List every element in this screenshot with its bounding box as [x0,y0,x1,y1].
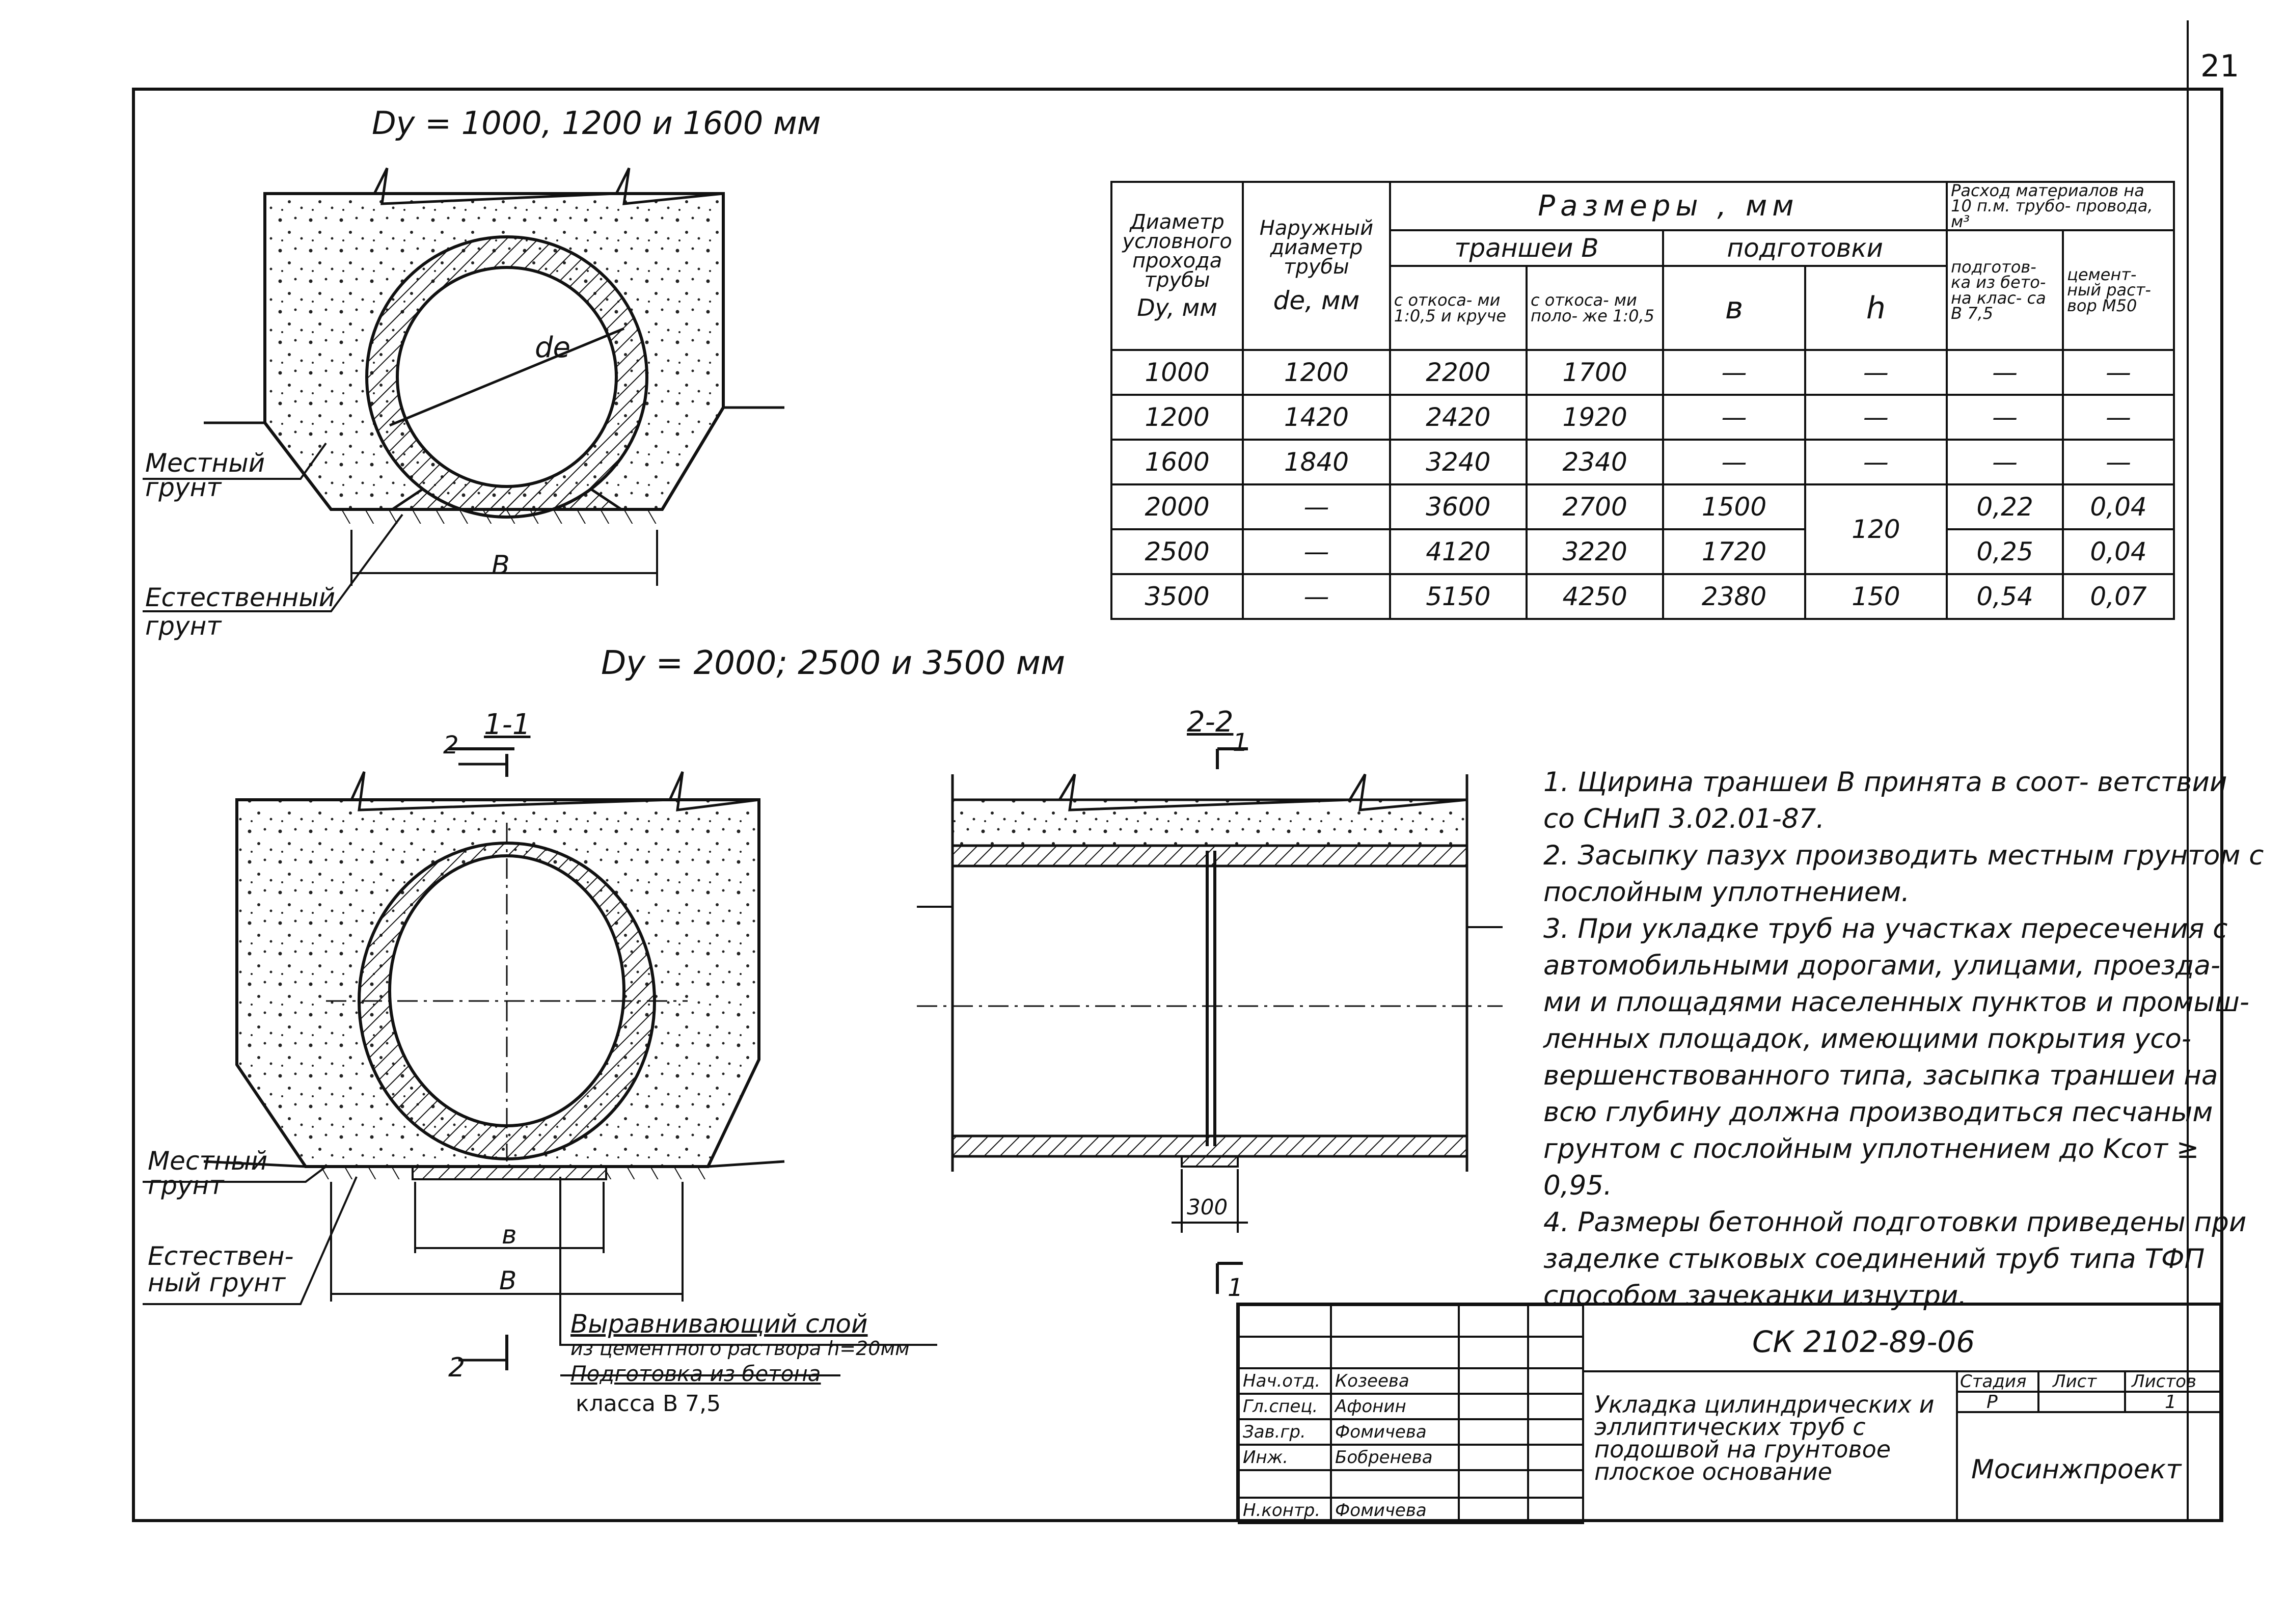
dimensions-table [1110,181,2175,620]
note-item: 4. Размеры бетонной подготовки приведены при заделке стыковых соединений труб типа ТФП способом зачеканки изнутри. [1543,1207,2247,1311]
label-concrete-prep: Подготовка из бетона [570,1361,821,1386]
th-b: в [1663,266,1805,350]
table-row: 1200 1420 2420 1920 — — — — [1111,395,2174,440]
top-cross-section [143,168,784,611]
label-B-top: B [492,550,510,581]
note-item: 3. При укладке труб на участках пересечения с автомобильными дорогами, улицами, проезда- ми и площадями населенных пунктов и промыш- ленных площадок, имеющими покрытия усо- вершенствованного типа, засыпка траншеи на всю глубину должна производиться песчаным грунтом с послойным уплотнением до Kсот ≥ 0,95. [1543,913,2249,1201]
label-section-1-1: 1-1 [484,708,531,741]
label-cut-2-top: 2 [443,731,459,760]
table-row: 2500 — 4120 3220 1720 0,25 0,04 [1111,529,2174,574]
stamp-signatures [1238,1304,1584,1524]
label-B-bottom: B [499,1266,517,1295]
stamp-org: Мосинжпроект [1971,1454,2182,1485]
label-section-2-2: 2-2 [1187,706,1234,739]
stamp-row: Гл.спец. Афонин [1239,1394,1583,1419]
th-materials: Расход материалов на 10 п.м. трубо- провода, м³ [1947,182,2174,230]
th-mortar: цемент- ный раст- вор М50 [2063,230,2174,350]
label-leveling-layer-sub: из цементного раствора h=20мм [570,1337,910,1360]
note-item: 2. Засыпку пазух производить местным грунтом с послойным уплотнением. [1543,840,2264,908]
note-item: 1. Щирина траншеи В принята в соот- ветствии со СНиП 3.02.01-87. [1543,767,2227,834]
table-row: 2000 — 3600 2700 1500 120 0,22 0,04 [1111,484,2174,529]
stamp-sheets-label: Листов [2132,1371,2197,1392]
notes-block [1543,764,2267,1314]
label-cut-1-top: 1 [1233,728,1248,757]
label-b-bottom: в [502,1220,517,1250]
stamp-row: Инж. Бобренева [1239,1445,1583,1470]
th-concrete: подготов- ка из бето- на клас- са В 7,5 [1947,230,2063,350]
label-dim-300: 300 [1187,1195,1228,1220]
table-row: 3500 — 5150 4250 2380 150 0,54 0,07 [1111,574,2174,619]
stamp-row: Нач.отд. Козеева [1239,1368,1583,1394]
label-local-soil-bottom: Местный грунт [148,1146,268,1200]
title-top: Dy = 1000, 1200 и 1600 мм [372,104,821,142]
table-row: 1600 1840 3240 2340 — — — — [1111,440,2174,484]
th-trench: траншеи В [1390,230,1664,266]
label-leveling-layer: Выравнивающий слой [570,1309,868,1339]
label-concrete-class: класса В 7,5 [576,1391,721,1417]
stamp-row: Зав.гр. Фомичева [1239,1419,1583,1445]
th-diam: Диаметр условного прохода трубы Dy, мм [1111,182,1243,350]
title-bottom: Dy = 2000; 2500 и 3500 мм [601,644,1066,682]
stamp-stage-label: Стадия [1960,1371,2027,1392]
stamp-sheets: 1 [2165,1392,2176,1413]
stamp-stage: Р [1986,1392,1998,1413]
stamp-title: Укладка цилиндрических и эллиптических труб с подошвой на грунтовое плоское основание [1594,1391,1935,1485]
stamp-code: СК 2102-89-06 [1752,1324,1975,1359]
label-cut-1-bottom: 1 [1228,1274,1243,1302]
stamp-sheet-label: Лист [2053,1371,2097,1392]
table-row: 1000 1200 2200 1700 — — — — [1111,350,2174,395]
th-slope-gentle: с откоса- ми поло- же 1:0,5 [1527,266,1663,350]
label-cut-2-bottom: 2 [448,1352,466,1383]
label-natural-soil-bottom: Естествен- ный грунт [148,1241,294,1297]
th-sizes: Размеры , мм [1390,182,1947,230]
th-h: h [1805,266,1947,350]
th-outer: Наружный диаметр трубы de, мм [1243,182,1390,350]
label-natural-soil-top: Естественный грунт [145,583,336,641]
stamp-row: Н.контр. Фомичева [1239,1498,1583,1523]
page-number: 21 [2200,48,2240,84]
th-prep: подготовки [1663,230,1947,266]
label-local-soil-top: Местный грунт [145,448,265,502]
label-de: de [535,331,570,364]
th-slope-steep: с откоса- ми 1:0,5 и круче [1390,266,1527,350]
